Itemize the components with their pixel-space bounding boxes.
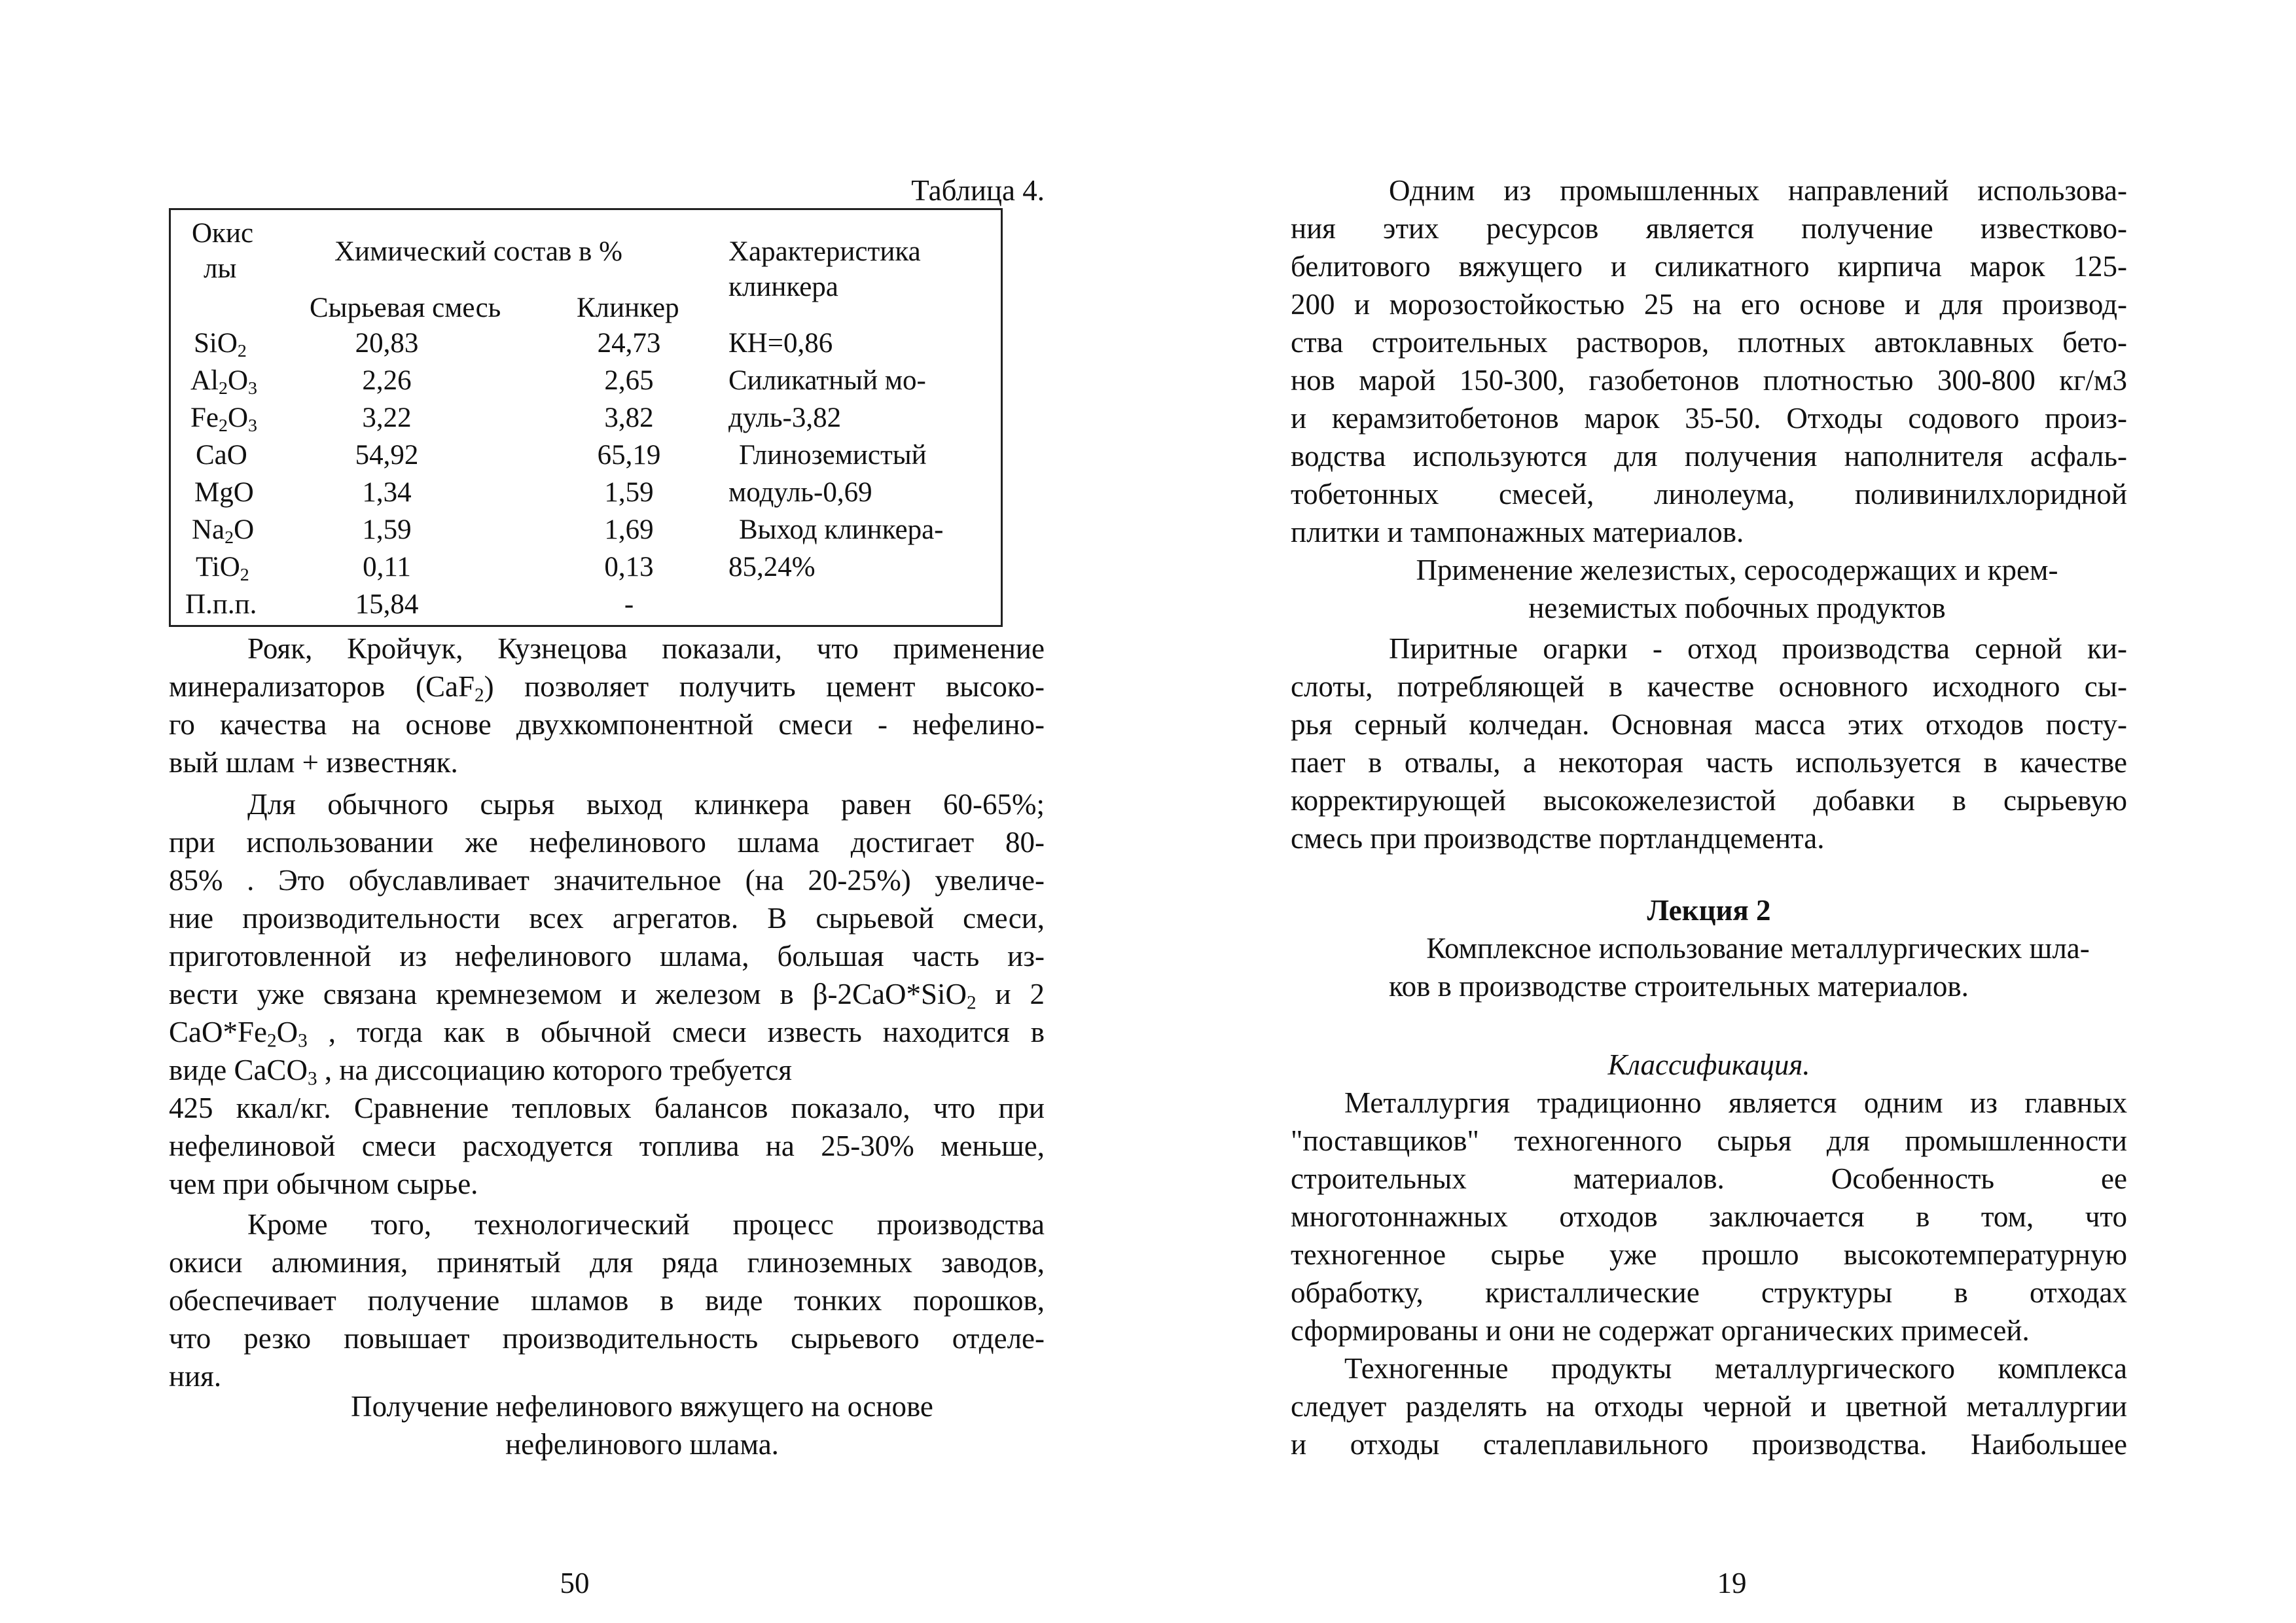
table-row-note: модуль-0,69 (728, 477, 872, 508)
table-row-oxide: SiO$_2$ (194, 328, 247, 361)
table-row-oxide: $Al_2O_3$ (190, 365, 257, 399)
body-text-line: нефелиновой смеси расходуется топлива на 25-30% меньше, (169, 1130, 1045, 1162)
body-text-line: рья серный колчедан. Основная масса этих отходов посту- (1291, 708, 2127, 741)
section-subheading: неземистых побочных продуктов (1528, 592, 1946, 624)
table-row-clinker: 65,19 (597, 440, 661, 471)
table-row-oxide: CaO (196, 440, 247, 471)
body-text-line: $CaO*Fe_2O_3$ , тогда как в обычной смеси известь находится в (169, 1016, 1045, 1052)
table-row-note: Силикатный мо- (728, 365, 926, 396)
body-text-line: Одним из промышленных направлений использова- (1389, 174, 2127, 207)
table-row-clinker: 24,73 (597, 328, 661, 359)
page-number: 19 (1717, 1567, 1747, 1599)
lecture-subtitle: ков в производстве строительных материалов. (1389, 970, 1969, 1003)
body-text-line: белитового вяжущего и силикатного кирпича марок 125- (1291, 250, 2127, 283)
body-text-line: Для обычного сырья выход клинкера равен 60-65%; (247, 788, 1045, 821)
header-characteristic-2: клинкера (728, 272, 838, 302)
table-row-clinker: 0,13 (604, 552, 654, 582)
body-text-line: го качества на основе двухкомпонентной смеси - нефелино- (169, 708, 1045, 741)
body-text-line: корректирующей высокожелезистой добавки в сырьевую (1291, 784, 2127, 817)
body-text-line: обеспечивает получение шламов в виде тонких порошков, (169, 1284, 1045, 1317)
body-text-line: 200 и морозостойкостью 25 на его основе и для производ- (1291, 288, 2127, 321)
body-text-line: ния. (169, 1360, 222, 1393)
table-row-clinker: - (624, 589, 634, 620)
body-text-line: водства используются для получения наполнителя асфаль- (1291, 440, 2127, 473)
table-row-raw: 15,84 (355, 589, 419, 620)
table-row-raw: 20,83 (355, 328, 419, 359)
header-characteristic-1: Характеристика (728, 236, 921, 267)
body-text-line: вести уже связана кремнеземом и железом в β-2CaO*SiO$_2$ и 2 (169, 978, 1045, 1014)
table-row-note: дуль-3,82 (728, 402, 842, 433)
body-text-line: вый шлам + известняк. (169, 746, 458, 779)
body-text-line: "поставщиков" техногенного сырья для промышленности (1291, 1124, 2127, 1157)
table-row-note: 85,24% (728, 552, 816, 582)
section-subheading: нефелинового шлама. (505, 1428, 779, 1461)
body-text-line: и керамзитобетонов марок 35-50. Отходы содового произ- (1291, 402, 2127, 435)
table-row-oxide: MgO (194, 477, 254, 508)
section-title: Классификация. (1607, 1048, 1810, 1081)
table-row-raw: 3,22 (362, 402, 412, 433)
body-text-line: сформированы и они не содержат органических примесей. (1291, 1314, 2030, 1347)
body-text-line: окиси алюминия, принятый для ряда глиноземных заводов, (169, 1246, 1045, 1279)
table-row-oxide: $Na_2O$ (192, 514, 255, 548)
body-text-line: слоты, потребляющей в качестве основного исходного сы- (1291, 670, 2127, 703)
table-row-clinker: 1,69 (604, 514, 654, 545)
body-text-line: 425 ккал/кг. Сравнение тепловых балансов показало, что при (169, 1092, 1045, 1124)
body-text-line: следует разделять на отходы черной и цветной металлургии (1291, 1390, 2127, 1423)
body-text-line: смесь при производстве портландцемента. (1291, 822, 1825, 855)
table-row-raw: 54,92 (355, 440, 419, 471)
table-caption: Таблица 4. (911, 174, 1045, 207)
table-row-clinker: 2,65 (604, 365, 654, 396)
header-composition: Химический состав в % (334, 236, 622, 267)
body-text-line: что резко повышает производительность сырьевого отделе- (169, 1322, 1045, 1355)
body-text-line: техногенное сырье уже прошло высокотемпературную (1291, 1238, 2127, 1271)
section-subheading: Получение нефелинового вяжущего на основе (351, 1390, 933, 1423)
body-text-line: многотоннажных отходов заключается в том, что (1291, 1200, 2127, 1233)
body-text-line: чем при обычном сырье. (169, 1168, 478, 1200)
header-oxides-2: лы (204, 253, 237, 284)
header-clinker: Клинкер (577, 293, 679, 323)
table-row-note: Выход клинкера- (739, 514, 944, 545)
table-row-raw: 1,34 (362, 477, 412, 508)
table-row-raw: 1,59 (362, 514, 412, 545)
body-text-line: нов марой 150-300, газобетонов плотностью 300-800 кг/м3 (1291, 364, 2127, 397)
body-text-line: Кроме того, технологический процесс производства (247, 1208, 1045, 1241)
body-text-line: Техногенные продукты металлургического комплекса (1344, 1352, 2127, 1385)
lecture-subtitle: Комплексное использование металлургических шла- (1426, 932, 2090, 965)
header-oxides-1: Окис (192, 218, 254, 249)
header-raw-mix: Сырьевая смесь (310, 293, 501, 323)
table-row-raw: 2,26 (362, 365, 412, 396)
body-text-line: плитки и тампонажных материалов. (1291, 516, 1744, 548)
body-text-line: и отходы сталеплавильного производства. Наибольшее (1291, 1428, 2127, 1461)
table-row-clinker: 3,82 (604, 402, 654, 433)
body-text-line: пает в отвалы, а некоторая часть используется в качестве (1291, 746, 2127, 779)
table-row-note: Глиноземистый (739, 440, 927, 471)
chemical-composition-table (169, 208, 1003, 627)
body-text-line: обработку, кристаллические структуры в отходах (1291, 1276, 2127, 1309)
body-text-line: при использовании же нефелинового шлама достигает 80- (169, 826, 1045, 859)
body-text-line: ства строительных растворов, плотных автоклавных бето- (1291, 326, 2127, 359)
table-row-oxide: TiO$_2$ (196, 552, 249, 585)
table-row-raw: 0,11 (363, 552, 411, 582)
body-text-line: строительных материалов. Особенность ее (1291, 1162, 2127, 1195)
section-subheading: Применение железистых, серосодержащих и крем- (1416, 554, 2058, 586)
lecture-title: Лекция 2 (1647, 894, 1771, 927)
table-row-note: КН=0,86 (728, 328, 833, 359)
body-text-line: Металлургия традиционно является одним из главных (1344, 1086, 2127, 1119)
table-row-oxide: П.п.п. (185, 589, 257, 620)
body-text-line: минерализаторов (CaF$_2$) позволяет получить цемент высоко- (169, 670, 1045, 706)
body-text-line: ния этих ресурсов является получение известково- (1291, 212, 2127, 245)
body-text-line: виде CaCO$_3$ , на диссоциацию которого требуется (169, 1054, 793, 1090)
body-text-line: Рояк, Кройчук, Кузнецова показали, что применение (247, 632, 1045, 665)
body-text-line: 85% . Это обуславливает значительное (на 20-25%) увеличе- (169, 864, 1045, 897)
page-number: 50 (560, 1567, 590, 1599)
body-text-line: Пиритные огарки - отход производства серной ки- (1389, 632, 2127, 665)
table-row-oxide: $Fe_2O_3$ (190, 402, 257, 436)
right-page (1148, 0, 2296, 1623)
body-text-line: приготовленной из нефелинового шлама, большая часть из- (169, 940, 1045, 972)
body-text-line: ние производительности всех агрегатов. В сырьевой смеси, (169, 902, 1045, 935)
table-row-clinker: 1,59 (604, 477, 654, 508)
body-text-line: тобетонных смесей, линолеума, поливинилхлоридной (1291, 478, 2127, 510)
